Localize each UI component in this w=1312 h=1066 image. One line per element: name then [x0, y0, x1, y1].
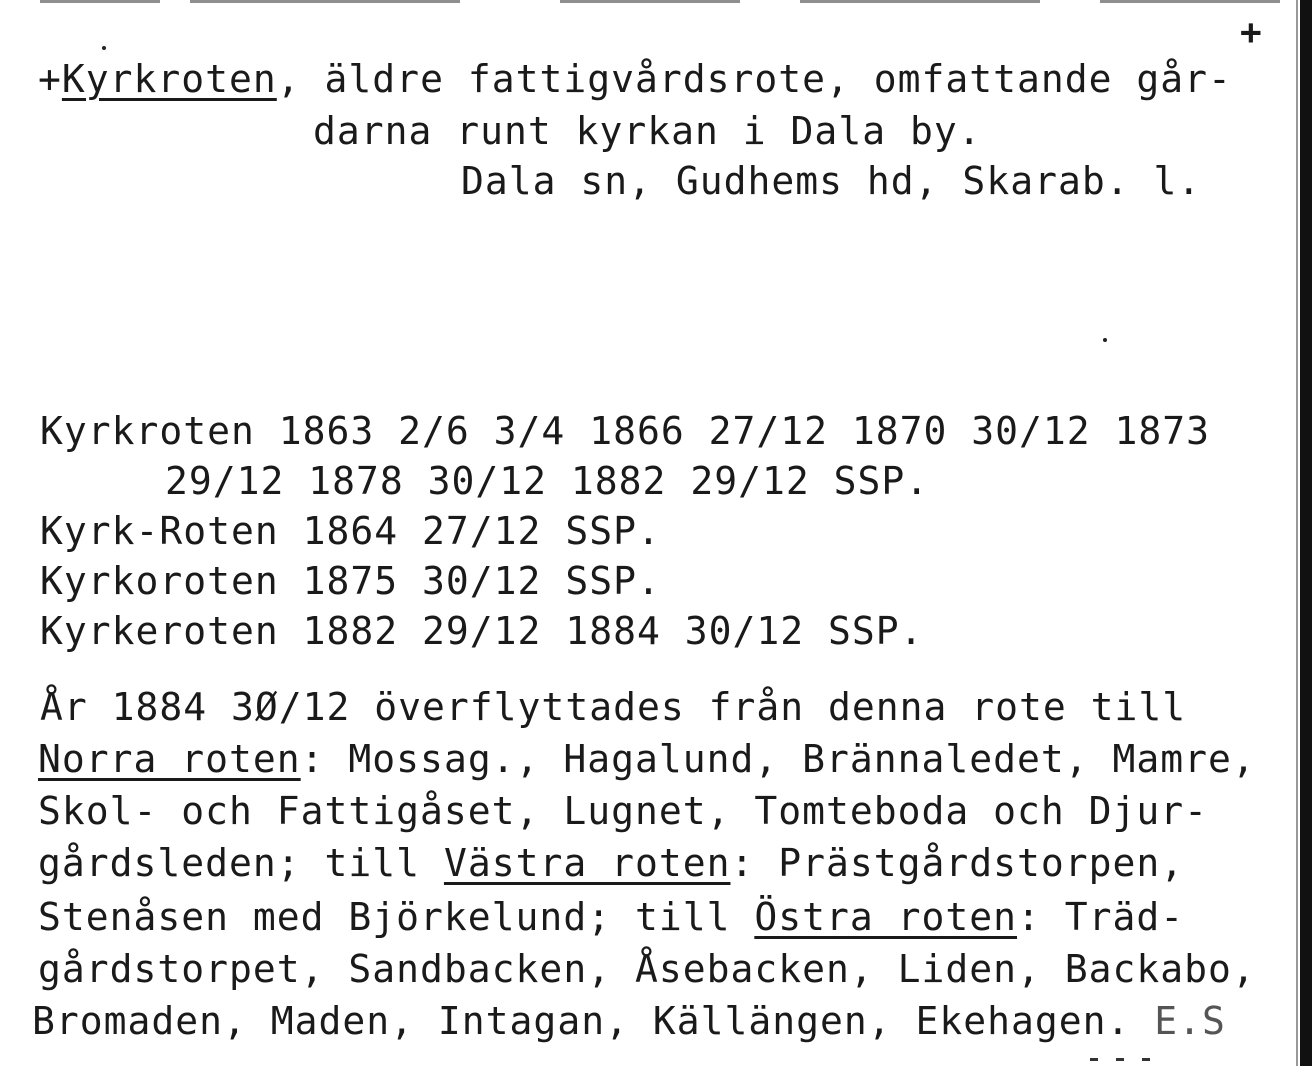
speck — [1103, 338, 1107, 342]
note-line — [38, 737, 1256, 781]
card-top-edge — [40, 0, 1280, 3]
note-text: Bromaden, Maden, Intagan, Källängen, Ekehagen. — [32, 999, 1155, 1043]
note-line: gårdstorpet, Sandbacken, Åsebacken, Liden, Backabo, — [38, 947, 1256, 991]
note-line — [32, 999, 1226, 1043]
note-text: : Prästgårdstorpen, — [730, 841, 1185, 885]
plus-prefix: + — [38, 57, 62, 101]
note-line: Skol- och Fattigåset, Lugnet, Tomteboda och Djur- — [38, 789, 1209, 833]
note-text: : Träd- — [1017, 895, 1185, 939]
note-line — [38, 841, 1185, 885]
entry-title-line — [38, 57, 1232, 101]
record-line: Kyrkeroten 1882 29/12 1884 30/12 SSP. — [40, 609, 924, 653]
card-right-edge-shadow — [1296, 0, 1298, 1066]
note-text: Stenåsen med Björkelund; till — [38, 895, 755, 939]
district-name: Östra roten — [754, 895, 1018, 939]
note-text: : Mossag., Hagalund, Brännaledet, Mamre, — [300, 737, 1256, 781]
entry-location: Dala sn, Gudhems hd, Skarab. l. — [461, 159, 1202, 203]
signature-initials: E.S — [1154, 999, 1226, 1043]
district-name: Norra roten — [38, 737, 301, 781]
record-line: Kyrkroten 1863 2/6 3/4 1866 27/12 1870 30/12 1873 — [40, 409, 1211, 453]
record-line: Kyrk-Roten 1864 27/12 SSP. — [40, 509, 661, 553]
note-line — [38, 895, 1185, 939]
note-line: År 1884 3Ø/12 överflyttades från denna rote till — [40, 685, 1187, 729]
speck — [102, 46, 106, 50]
entry-definition: , äldre fattigvårdsrote, omfattande går- — [276, 57, 1232, 101]
bottom-dashes — [1090, 1058, 1160, 1061]
record-line: Kyrkoroten 1875 30/12 SSP. — [40, 559, 661, 603]
note-text: gårdsleden; till — [38, 841, 444, 885]
record-line: 29/12 1878 30/12 1882 29/12 SSP. — [165, 459, 930, 503]
corner-plus-mark: + — [1240, 12, 1262, 53]
entry-definition-cont: darna runt kyrkan i Dala by. — [313, 109, 982, 153]
headword: Kyrkroten — [61, 57, 277, 101]
card-right-edge — [1300, 0, 1312, 1066]
district-name: Västra roten — [443, 841, 731, 885]
